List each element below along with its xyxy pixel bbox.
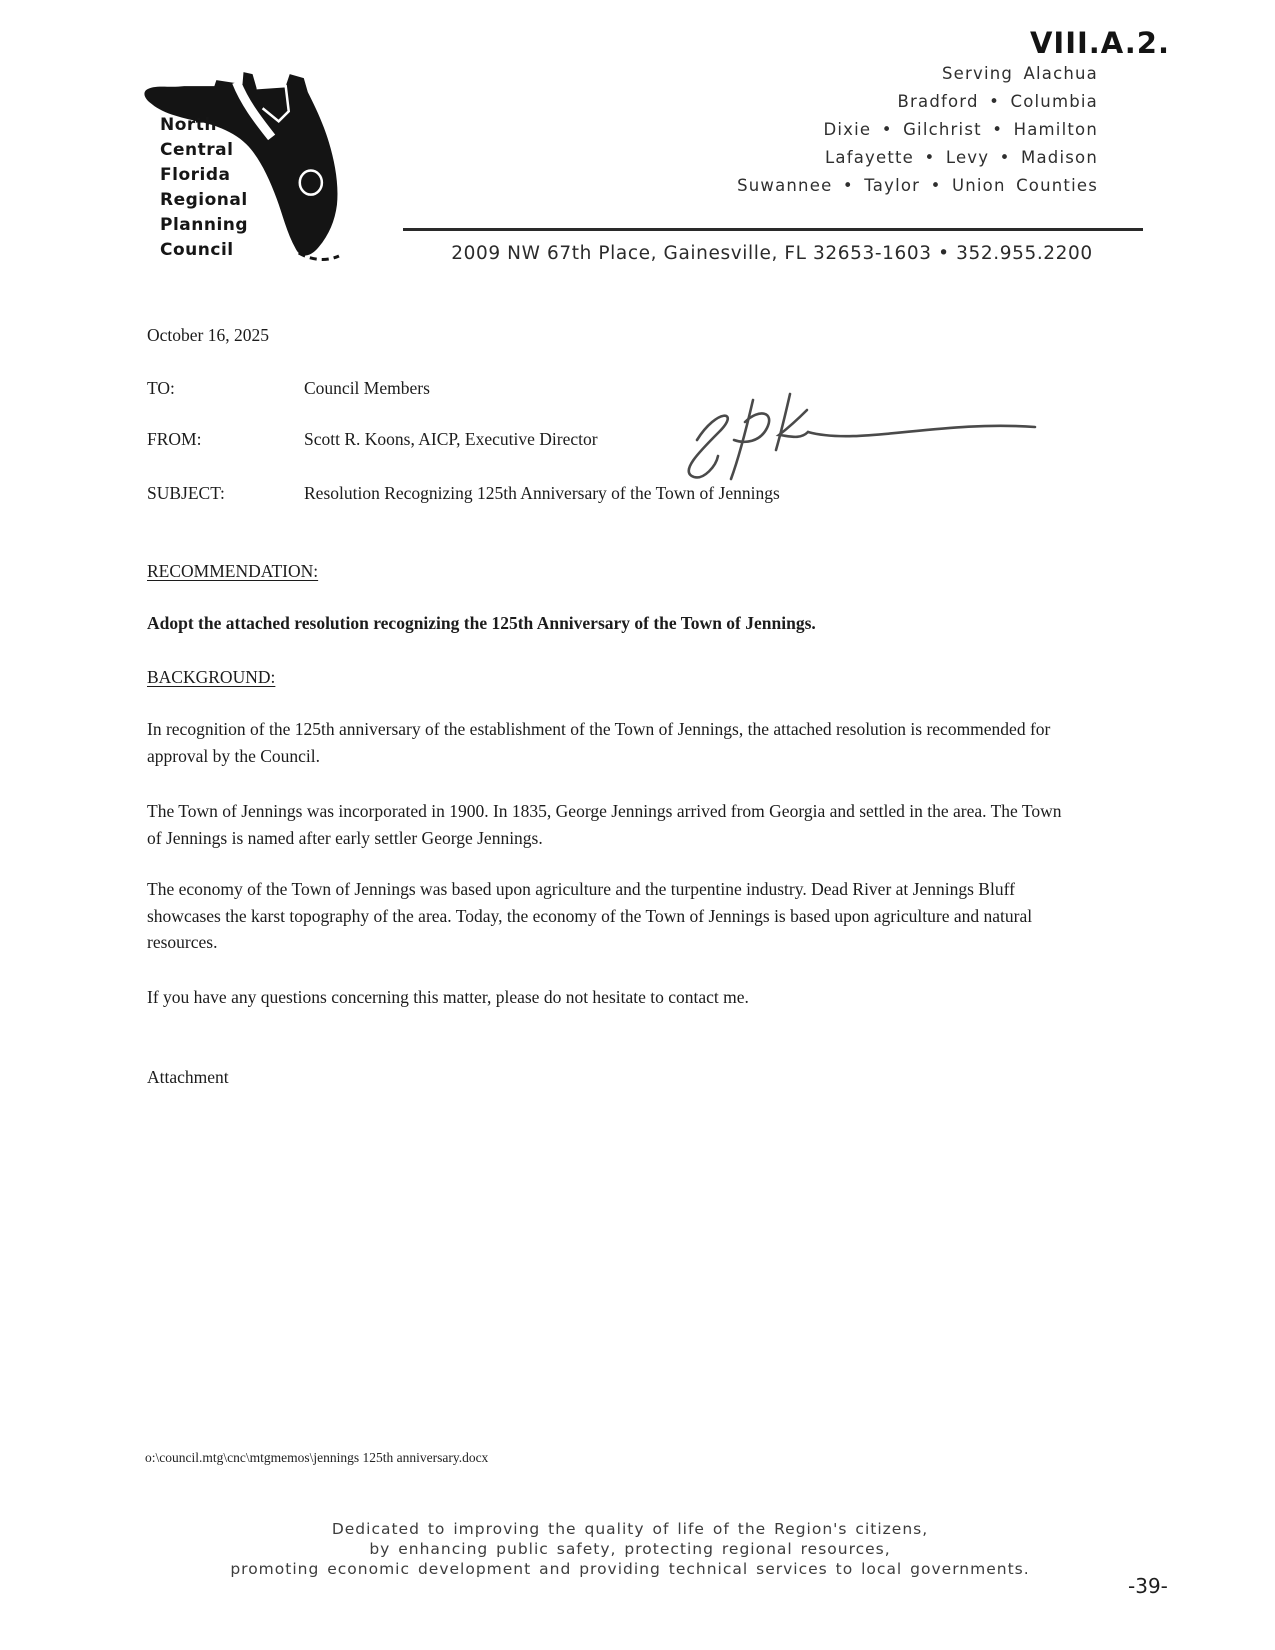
page-number: -39- bbox=[1128, 1574, 1168, 1598]
background-heading: BACKGROUND: bbox=[147, 667, 276, 687]
serving-counties-line: Dixie • Gilchrist • Hamilton bbox=[823, 120, 1098, 139]
subject-label: SUBJECT: bbox=[147, 483, 225, 503]
serving-counties-line: Lafayette • Levy • Madison bbox=[824, 148, 1098, 167]
dedication-line: Dedicated to improving the quality of life of the Region's citizens, bbox=[331, 1520, 929, 1538]
subject-value: Resolution Recognizing 125th Anniversary of the Town of Jennings bbox=[304, 483, 780, 503]
serving-counties-list bbox=[737, 60, 1098, 200]
recommendation-heading: RECOMMENDATION: bbox=[147, 561, 319, 581]
from-label: FROM: bbox=[147, 429, 202, 449]
memo-date: October 16, 2025 bbox=[147, 325, 269, 345]
attachment-note: Attachment bbox=[147, 1067, 229, 1087]
logo-name-line: Planning bbox=[160, 215, 249, 235]
to-label: TO: bbox=[147, 378, 175, 398]
logo-name-line: Florida bbox=[160, 165, 231, 185]
serving-counties-line: Bradford • Columbia bbox=[897, 92, 1098, 111]
dedication-line: by enhancing public safety, protecting regional resources, bbox=[369, 1540, 891, 1558]
body-paragraph: The economy of the Town of Jennings was based upon agriculture and the turpentine industry. Dead River at Jennings Bluff showcases the karst topography of the area. Today, the economy of the Town of Jennings is based upon agriculture and natural resources. bbox=[147, 879, 1033, 952]
logo-name-line: Central bbox=[160, 140, 234, 160]
agenda-item-number: VIII.A.2. bbox=[1029, 26, 1170, 60]
document-file-path: o:\council.mtg\cnc\mtgmemos\jennings 125th anniversary.docx bbox=[145, 1450, 489, 1465]
dedication-line: promoting economic development and providing technical services to local governments. bbox=[230, 1560, 1030, 1578]
logo-name-line: Regional bbox=[160, 190, 248, 210]
council-logo bbox=[140, 58, 346, 264]
serving-counties-line: Serving Alachua bbox=[941, 64, 1098, 83]
body-paragraph: The Town of Jennings was incorporated in 1900. In 1835, George Jennings arrived from Georgia and settled in the area. The Town of Jennings is named after early settler George Jennings. bbox=[147, 801, 1062, 848]
letterhead-divider bbox=[403, 228, 1143, 231]
logo-name-line: North bbox=[160, 115, 218, 135]
council-logo-name bbox=[160, 113, 248, 263]
to-value: Council Members bbox=[304, 378, 430, 398]
closing-paragraph: If you have any questions concerning this matter, please do not hesitate to contact me. bbox=[147, 987, 749, 1007]
address-phone-line: 2009 NW 67th Place, Gainesville, FL 32653-1603 • 352.955.2200 bbox=[451, 243, 1093, 264]
dedication-statement bbox=[120, 1519, 1140, 1579]
from-value: Scott R. Koons, AICP, Executive Director bbox=[304, 429, 598, 449]
logo-name-line: Council bbox=[160, 240, 234, 260]
body-paragraph: In recognition of the 125th anniversary of the establishment of the Town of Jennings, the attached resolution is recommended for approval by the Council. bbox=[147, 719, 1051, 766]
serving-counties-line: Suwannee • Taylor • Union Counties bbox=[737, 176, 1098, 195]
recommendation-text: Adopt the attached resolution recognizing the 125th Anniversary of the Town of Jennings. bbox=[147, 613, 816, 633]
